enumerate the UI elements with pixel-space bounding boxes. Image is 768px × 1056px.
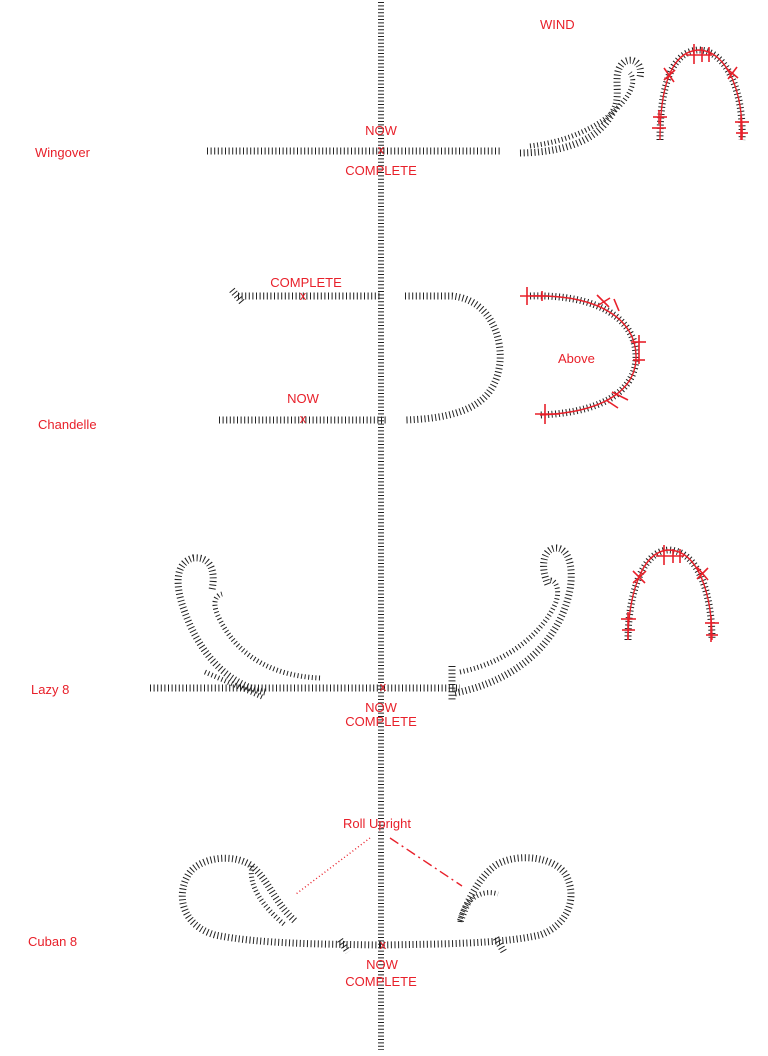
wingover-now-label: NOW <box>365 123 397 138</box>
wingover-climb-inner <box>530 73 633 146</box>
wind-label: WIND <box>540 17 575 32</box>
wingover-climb-outer <box>520 60 641 153</box>
lazy8-side-view <box>628 550 712 640</box>
above-label: Above <box>558 351 595 366</box>
roll-upright-pointer-right <box>390 838 462 886</box>
maneuver-name-lazy8: Lazy 8 <box>31 682 70 697</box>
wingover-now-marker: x <box>377 142 385 157</box>
cuban8-now-marker: x <box>379 937 387 952</box>
lazy8-now-marker: x <box>379 679 387 694</box>
lazy8-left-loop-outer <box>178 558 265 692</box>
cuban8-left-inner <box>251 866 285 925</box>
wingover-side-view-ticks <box>652 44 749 140</box>
cuban8-left-loop <box>182 858 380 945</box>
lazy8-left-loop-inner <box>215 594 320 678</box>
cuban8-complete-label: COMPLETE <box>345 974 417 989</box>
cuban8-figure <box>182 858 571 952</box>
chandelle-now-label: NOW <box>287 391 319 406</box>
lazy8-right-loop-inner <box>460 580 558 672</box>
lazy8-right-loop-outer <box>455 548 571 693</box>
chandelle-top-start-mark <box>232 290 242 302</box>
chandelle-complete-label: COMPLETE <box>270 275 342 290</box>
wingover-side-view-trace <box>660 50 742 140</box>
chandelle-now-marker: x <box>299 411 307 426</box>
roll-upright-pointer-left <box>296 838 370 894</box>
cuban8-right-loop <box>380 858 571 945</box>
roll-upright-label: Roll Upright <box>343 816 411 831</box>
tick <box>614 299 619 311</box>
maneuver-name-wingover: Wingover <box>35 145 90 160</box>
lazy8-side-view-trace <box>628 550 712 640</box>
maneuver-name-chandelle: Chandelle <box>38 417 97 432</box>
chandelle-turn <box>405 296 500 420</box>
tick <box>597 298 610 306</box>
maneuver-name-cuban8: Cuban 8 <box>28 934 78 949</box>
chandelle-complete-marker: x <box>299 288 307 303</box>
wingover-side-view <box>660 50 742 140</box>
wingover-complete-label: COMPLETE <box>345 163 417 178</box>
lazy8-complete-label: COMPLETE <box>345 714 417 729</box>
lazy8-now-label: NOW <box>365 700 397 715</box>
cuban8-now-label: NOW <box>366 957 398 972</box>
